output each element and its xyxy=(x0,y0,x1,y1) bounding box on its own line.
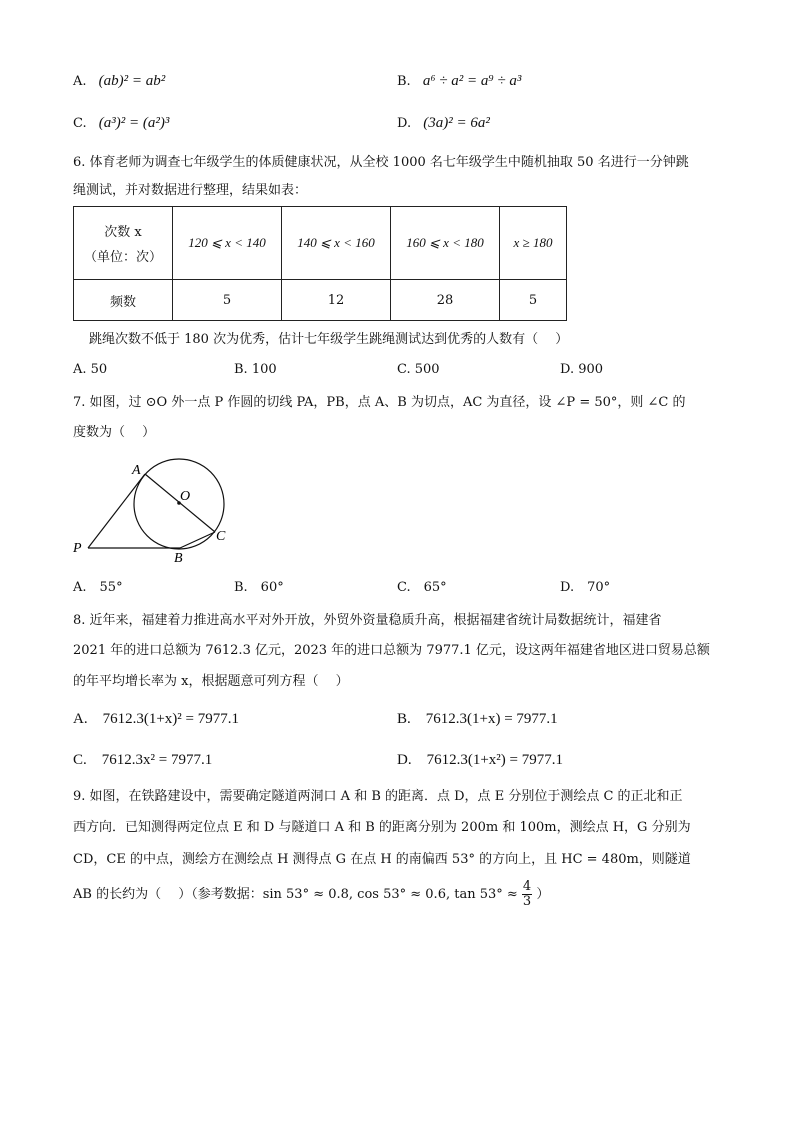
q5-option-b xyxy=(397,72,521,91)
q6-option-b: B. 100 xyxy=(234,362,277,377)
option-label: A. xyxy=(73,74,87,89)
option-formula: a⁶ ÷ a² = a⁹ ÷ a³ xyxy=(422,73,522,89)
q8-option-c: C. 7612.3x² = 7977.1 xyxy=(73,752,213,768)
table-column-header: x ≥ 180 xyxy=(500,207,567,280)
label-p: P xyxy=(73,541,82,556)
option-label: B. xyxy=(397,74,411,89)
q9-stem-line1: 9. 如图，在铁路建设中，需要确定隧道两洞口 A 和 B 的距离．点 D，点 E 分别位于测绘点 C 的正北和正 xyxy=(73,789,683,804)
q8-stem-line3: 的年平均增长率为 x，根据题意可列方程（ ） xyxy=(73,674,349,689)
table-cell: 28 xyxy=(391,280,500,321)
fraction-denominator: 3 xyxy=(522,894,532,909)
label-c: C xyxy=(216,529,226,544)
option-formula: (3a)² = 6a² xyxy=(423,115,490,131)
option-label: D. xyxy=(397,116,412,131)
table-row xyxy=(74,207,567,280)
q5-option-c xyxy=(73,114,169,133)
fraction-four-thirds xyxy=(522,880,532,909)
option-label: C. xyxy=(73,116,87,131)
table-cell: 12 xyxy=(282,280,391,321)
label-o: O xyxy=(180,489,191,504)
table-cell: 5 xyxy=(500,280,567,321)
tangent-circle-figure xyxy=(68,456,238,566)
q9-stem-line2: 西方向．已知测得两定位点 E 和 D 与隧道口 A 和 B 的距离分别为 200m 和 100m，测绘点 H，G 分别为 xyxy=(73,820,691,835)
label-b: B xyxy=(174,551,183,566)
q9-stem-line4 xyxy=(73,880,549,910)
header-label-line2: （单位：次） xyxy=(83,250,162,265)
q8-stem-line2: 2021 年的进口总额为 7612.3 亿元，2023 年的进口总额为 7977.1 亿元，设这两年福建省地区进口贸易总额 xyxy=(73,643,710,658)
table-column-header: 120 ⩽ x < 140 xyxy=(173,207,282,280)
option-formula: (a³)² = (a²)³ xyxy=(98,115,170,131)
q8-option-b: B. 7612.3(1+x) = 7977.1 xyxy=(397,711,558,727)
q7-option-d: D. 70° xyxy=(560,580,611,595)
q7-stem-line1: 7. 如图，过 ⊙O 外一点 P 作圆的切线 PA，PB，点 A、B 为切点，AC 为直径，设 ∠P = 50°，则 ∠C 的 xyxy=(73,395,686,410)
table-row-label: 频数 xyxy=(74,280,173,321)
option-formula: (ab)² = ab² xyxy=(98,73,166,89)
q6-stem-line1: 6. 体育老师为调查七年级学生的体质健康状况，从全校 1000 名七年级学生中随机抽取 50 名进行一分钟跳 xyxy=(73,155,689,170)
q7-option-a: A. 55° xyxy=(73,580,123,595)
q9-stem-line4-text: AB 的长约为（ ）（参考数据：sin 53° ≈ 0.8, cos 53° ≈ 0.6, tan 53° ≈ xyxy=(73,887,518,902)
q5-option-a xyxy=(73,72,165,91)
q6-stem-line2: 绳测试，并对数据进行整理，结果如表： xyxy=(73,183,308,198)
q5-option-d xyxy=(397,114,490,133)
tangent-pa xyxy=(88,474,145,548)
q7-option-c: C. 65° xyxy=(397,580,447,595)
table-header-cell xyxy=(74,207,173,280)
q6-option-c: C. 500 xyxy=(397,362,440,377)
q7-option-b: B. 60° xyxy=(234,580,284,595)
q6-question: 跳绳次数不低于 180 次为优秀，估计七年级学生跳绳测试达到优秀的人数有（ ） xyxy=(89,332,569,347)
fraction-numerator: 4 xyxy=(522,879,532,894)
q9-stem-line3: CD，CE 的中点，测绘方在测绘点 H 测得点 G 在点 H 的南偏西 53° 的方向上，且 HC = 480m，则隧道 xyxy=(73,852,691,867)
q8-option-d: D. 7612.3(1+x²) = 7977.1 xyxy=(397,752,563,768)
q6-option-d: D. 900 xyxy=(560,362,604,377)
label-a: A xyxy=(132,463,141,478)
q7-stem-line2: 度数为（ ） xyxy=(73,425,156,440)
q8-stem-line1: 8. 近年来，福建着力推进高水平对外开放，外贸外资量稳质升高，根据福建省统计局数据统计，福建省 xyxy=(73,613,662,628)
table-row xyxy=(74,280,567,321)
table-column-header: 140 ⩽ x < 160 xyxy=(282,207,391,280)
table-cell: 5 xyxy=(173,280,282,321)
q8-option-a: A. 7612.3(1+x)² = 7977.1 xyxy=(73,711,239,727)
table-column-header: 160 ⩽ x < 180 xyxy=(391,207,500,280)
q6-option-a: A. 50 xyxy=(73,362,108,377)
q9-stem-line4-end: ） xyxy=(536,887,550,902)
frequency-table xyxy=(73,206,567,321)
header-label-line1: 次数 x xyxy=(104,225,142,240)
